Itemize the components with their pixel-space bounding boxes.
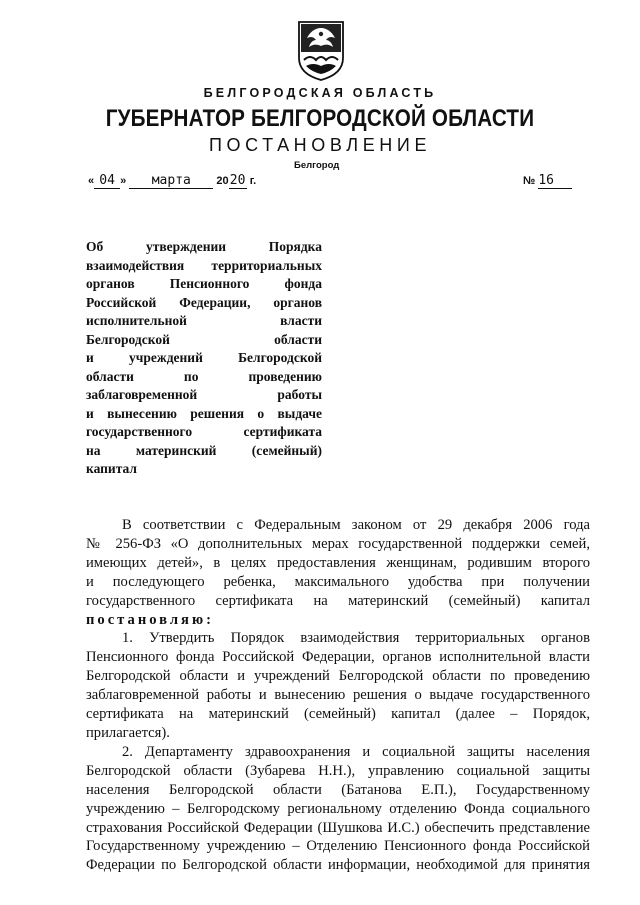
body-line: населения Белгородской области (Батанова Е.П.), Государственному	[86, 781, 590, 798]
body-line: Белгородской области и учреждений Белгородской области по проведению	[86, 668, 590, 685]
subject-line: на материнский (семейный)	[86, 442, 322, 458]
subject-line: исполнительной власти	[86, 313, 322, 328]
body-line: № 256-ФЗ «О дополнительных мерах государственной поддержки семей,	[86, 535, 590, 552]
date-year-mark: г.	[249, 175, 257, 187]
body-line: прилагается).	[86, 724, 170, 741]
subject-line: органов Пенсионного фонда	[86, 276, 322, 291]
subject-line: Об утверждении Порядка	[86, 239, 322, 254]
document-date	[88, 173, 256, 189]
body-line: 2. Департаменту здравоохранения и социальной защиты населения	[122, 743, 590, 760]
body-line: заблаговременной работы и вынесению решения о выдаче государственного	[86, 687, 590, 704]
subject-line: заблаговременной работы	[86, 387, 322, 402]
body-line: 1. Утвердить Порядок взаимодействия территориальных органов	[122, 630, 590, 647]
document-body	[86, 516, 590, 875]
body-line: Пенсионного фонда Российской Федерации, органов исполнительной власти	[86, 649, 590, 666]
body-line: Государственному учреждению – Отделению Пенсионного фонда Российской	[86, 838, 590, 855]
subject-line: капитал	[86, 461, 137, 476]
subject-line: государственного сертификата	[86, 424, 322, 439]
date-year-suffix: 20	[229, 173, 246, 188]
body-line: страхования Российской Федерации (Шушкова И.С.) обеспечить представление	[86, 819, 590, 836]
number-label: №	[523, 175, 536, 187]
date-close-quote: »	[120, 175, 127, 187]
subject-line: и вынесению решения о выдаче	[86, 405, 322, 421]
document-type: ПОСТАНОВЛЕНИЕ	[208, 135, 432, 155]
date-month: марта	[129, 173, 213, 189]
date-year-prefix: 20	[216, 175, 229, 187]
body-line: и последующего ребенка, максимального удобства при получении	[86, 573, 590, 590]
coat-of-arms-emblem	[296, 18, 346, 82]
authority-title: ГУБЕРНАТОР БЕЛГОРОДСКОЙ ОБЛАСТИ	[105, 105, 535, 132]
body-line: сертификата на материнский (семейный) капитал (далее – Порядок,	[86, 706, 590, 723]
document-number	[523, 173, 572, 189]
subject-line: и учреждений Белгородской	[86, 350, 322, 365]
body-line: государственного сертификата на материнский (семейный) капитал	[86, 592, 590, 609]
issue-city: Белгород	[294, 160, 340, 171]
date-open-quote: «	[88, 175, 95, 187]
date-day: 04	[94, 173, 120, 189]
subject-line: области по проведению	[86, 368, 322, 384]
number-value: 16	[538, 173, 572, 189]
subject-line: взаимодействия территориальных	[86, 257, 322, 273]
body-line: Федерации по Белгородской области информации, необходимой для принятия	[86, 857, 590, 874]
subject-line: Белгородской области	[86, 331, 322, 347]
document-subject	[86, 238, 322, 479]
resolve-word: постановляю:	[86, 611, 214, 628]
region-name: БЕЛГОРОДСКАЯ ОБЛАСТЬ	[203, 86, 437, 100]
body-line: Белгородской области (Зубарева Н.Н.), управлению социальной защиты	[86, 762, 590, 779]
subject-line: Российской Федерации, органов	[86, 294, 322, 310]
body-line: учреждению – Белгородскому региональному отделению Фонда социального	[86, 800, 590, 817]
body-line: имеющих детей», в целях предоставления женщинам, родившим второго	[86, 554, 590, 571]
body-line: В соответствии с Федеральным законом от 29 декабря 2006 года	[122, 517, 590, 533]
